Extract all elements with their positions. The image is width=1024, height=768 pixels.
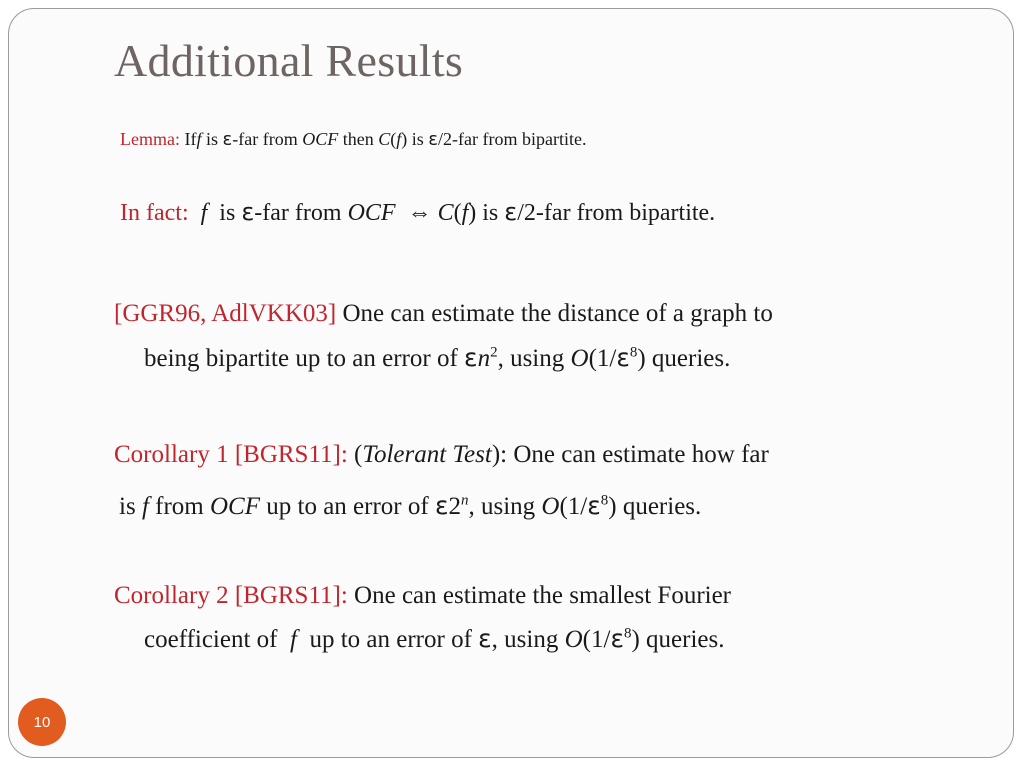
lemma-epsilon-2: ε xyxy=(428,129,438,150)
in-fact-line xyxy=(120,198,715,227)
lemma-line xyxy=(120,129,586,150)
cor1-ocf: OCF xyxy=(210,493,260,520)
cor1-line-2 xyxy=(119,491,701,521)
ggr-exp-2: 8 xyxy=(629,344,638,361)
in-fact-text-4: /2-far from bipartite. xyxy=(517,200,716,226)
ggr-n: n xyxy=(477,345,491,372)
cor2-epsilon-2: ε xyxy=(610,624,624,653)
ggr-epsilon: ε xyxy=(464,343,478,372)
lemma-text-1: If xyxy=(184,129,197,149)
cor2-line-2 xyxy=(144,624,725,654)
lemma-text-2: is xyxy=(206,129,219,149)
ggr-line-2 xyxy=(144,343,730,373)
slide-title: Additional Results xyxy=(114,35,464,86)
cor2-line-2-text-c: , using xyxy=(491,626,559,653)
cor1-paren-close: ): xyxy=(491,441,508,468)
cor1-line-2-text-d: , using xyxy=(468,493,536,520)
cor2-epsilon: ε xyxy=(478,624,492,653)
ggr-line-2-text-a: being bipartite up to an error of xyxy=(144,345,458,372)
cor2-f: f xyxy=(290,626,297,653)
cor2-q-close: ) queries. xyxy=(631,626,725,653)
in-fact-epsilon-2: ε xyxy=(504,198,518,226)
lemma-cf-f: f xyxy=(396,129,402,149)
cor2-line-1 xyxy=(114,582,731,610)
cor2-label: Corollary 2 [BGRS11]: xyxy=(114,582,348,609)
cor2-line-2-text-a: coefficient of xyxy=(144,626,278,653)
ggr-line-2-text-b: , using xyxy=(497,345,565,372)
in-fact-paren-close: ) xyxy=(468,200,477,226)
lemma-paren-open: ( xyxy=(390,129,397,149)
lemma-text-5: is xyxy=(411,129,424,149)
cor1-n: n xyxy=(460,492,469,509)
lemma-label: Lemma: xyxy=(120,129,180,149)
cor1-paren-open: ( xyxy=(354,441,363,468)
ggr-line-1-text: One can estimate the distance of a graph to xyxy=(342,300,773,327)
ggr-ref: [GGR96, AdlVKK03] xyxy=(114,300,337,327)
ggr-q-close: ) queries. xyxy=(637,345,731,372)
cor1-two: 2 xyxy=(448,493,461,520)
cor1-o: O xyxy=(541,493,560,520)
ggr-o: O xyxy=(570,345,589,372)
cor1-tolerant: Tolerant Test xyxy=(362,441,492,468)
lemma-text-6: /2-far from bipartite. xyxy=(438,129,587,149)
in-fact-text-2: -far from xyxy=(254,200,342,226)
in-fact-cf-f: f xyxy=(461,200,469,226)
in-fact-paren-open: ( xyxy=(453,200,462,226)
cor2-q-open: (1/ xyxy=(582,626,611,653)
cor2-exp: 8 xyxy=(623,625,632,642)
lemma-c: C xyxy=(378,129,391,149)
cor1-line-1-text: One can estimate how far xyxy=(513,441,769,468)
in-fact-epsilon: ε xyxy=(241,198,255,226)
in-fact-text-3: is xyxy=(482,200,499,226)
in-fact-text-1: is xyxy=(219,200,236,226)
cor1-exp: 8 xyxy=(600,492,609,509)
in-fact-c: C xyxy=(437,200,454,226)
ggr-exp: 2 xyxy=(490,344,498,361)
cor1-label: Corollary 1 [BGRS11]: xyxy=(114,441,348,468)
cor2-line-2-text-b: up to an error of xyxy=(309,626,472,653)
cor2-o: O xyxy=(564,626,583,653)
lemma-text-3: -far from xyxy=(232,129,298,149)
ggr-q-open: (1/ xyxy=(588,345,617,372)
lemma-text-4: then xyxy=(342,129,374,149)
lemma-paren-close: ) xyxy=(401,129,408,149)
cor1-epsilon: ε xyxy=(434,491,449,520)
in-fact-label: In fact: xyxy=(120,200,189,226)
lemma-ocf: OCF xyxy=(302,129,339,149)
cor1-line-2-text-b: from xyxy=(155,493,204,520)
cor1-f: f xyxy=(141,493,149,520)
cor2-line-1-text: One can estimate the smallest Fourier xyxy=(354,582,732,609)
lemma-epsilon: ε xyxy=(222,129,233,150)
ggr-line-1 xyxy=(114,300,773,328)
cor1-epsilon-2: ε xyxy=(587,491,601,520)
cor1-q-close: ) queries. xyxy=(608,493,702,520)
cor1-line-2-text-c: up to an error of xyxy=(266,493,429,520)
cor1-line-1 xyxy=(114,441,769,469)
in-fact-f: f xyxy=(200,200,208,226)
in-fact-ocf: OCF xyxy=(347,200,396,226)
iff-symbol: ⇔ xyxy=(407,200,432,226)
lemma-f: f xyxy=(196,129,202,149)
page-number-badge: 10 xyxy=(18,698,66,746)
cor1-q-open: (1/ xyxy=(559,493,588,520)
ggr-epsilon-2: ε xyxy=(616,343,630,372)
cor1-line-2-text-a: is xyxy=(119,493,136,520)
